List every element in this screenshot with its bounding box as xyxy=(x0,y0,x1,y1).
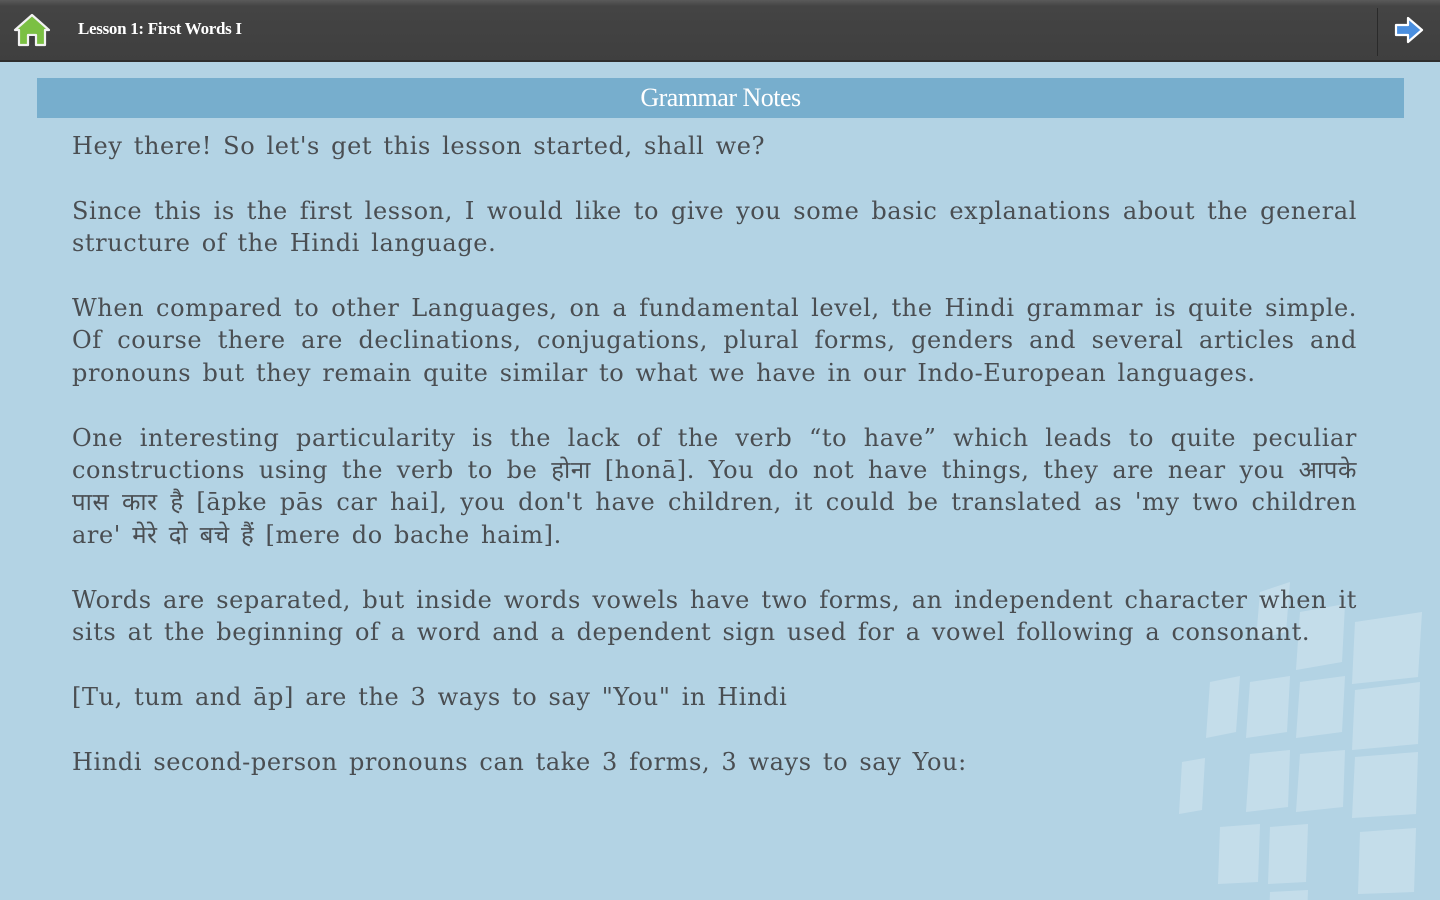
home-icon xyxy=(13,12,51,52)
next-lesson-button[interactable] xyxy=(1377,8,1440,56)
arrow-right-icon xyxy=(1394,16,1424,48)
paragraph: Words are separated, but inside words vowels have two forms, an independent character when it sits at the beginning of a word and a dependent sign used for a vowel following a consonant. xyxy=(72,585,1357,647)
paragraph: Hindi second-person pronouns can take 3 forms, 3 ways to say You: xyxy=(72,747,967,776)
paragraph: Hey there! So let's get this lesson started, shall we? xyxy=(72,132,766,160)
lesson-title: Lesson 1: First Words I xyxy=(78,19,242,38)
paragraph: [Tu, tum and āp] are the 3 ways to say "You" in Hindi xyxy=(72,682,788,711)
top-toolbar xyxy=(0,0,1440,62)
paragraph: Since this is the first lesson, I would like to give you some basic explanations about the general structure of the Hindi language. xyxy=(72,196,1357,258)
paragraph: One interesting particularity is the lack of the verb “to have” which leads to quite peculiar constructions using the verb to be होना [honā]. You do not have things, they are near you आपके पास कार है [āpke pās car hai], you don't have children, it could be translated as 'my two children are' मेरे दो बचे हैं [mere do bache haim]. xyxy=(72,423,1357,549)
grammar-notes-text xyxy=(72,130,1357,810)
home-button[interactable] xyxy=(10,12,54,52)
paragraph: When compared to other Languages, on a fundamental level, the Hindi grammar is quite simple. Of course there are declinations, conjugations, plural forms, genders and several articles and pronouns but they remain quite similar to what we have in our Indo-European languages. xyxy=(72,294,1357,387)
lesson-content xyxy=(0,62,1440,900)
grammar-notes-header: Grammar Notes xyxy=(37,78,1404,118)
